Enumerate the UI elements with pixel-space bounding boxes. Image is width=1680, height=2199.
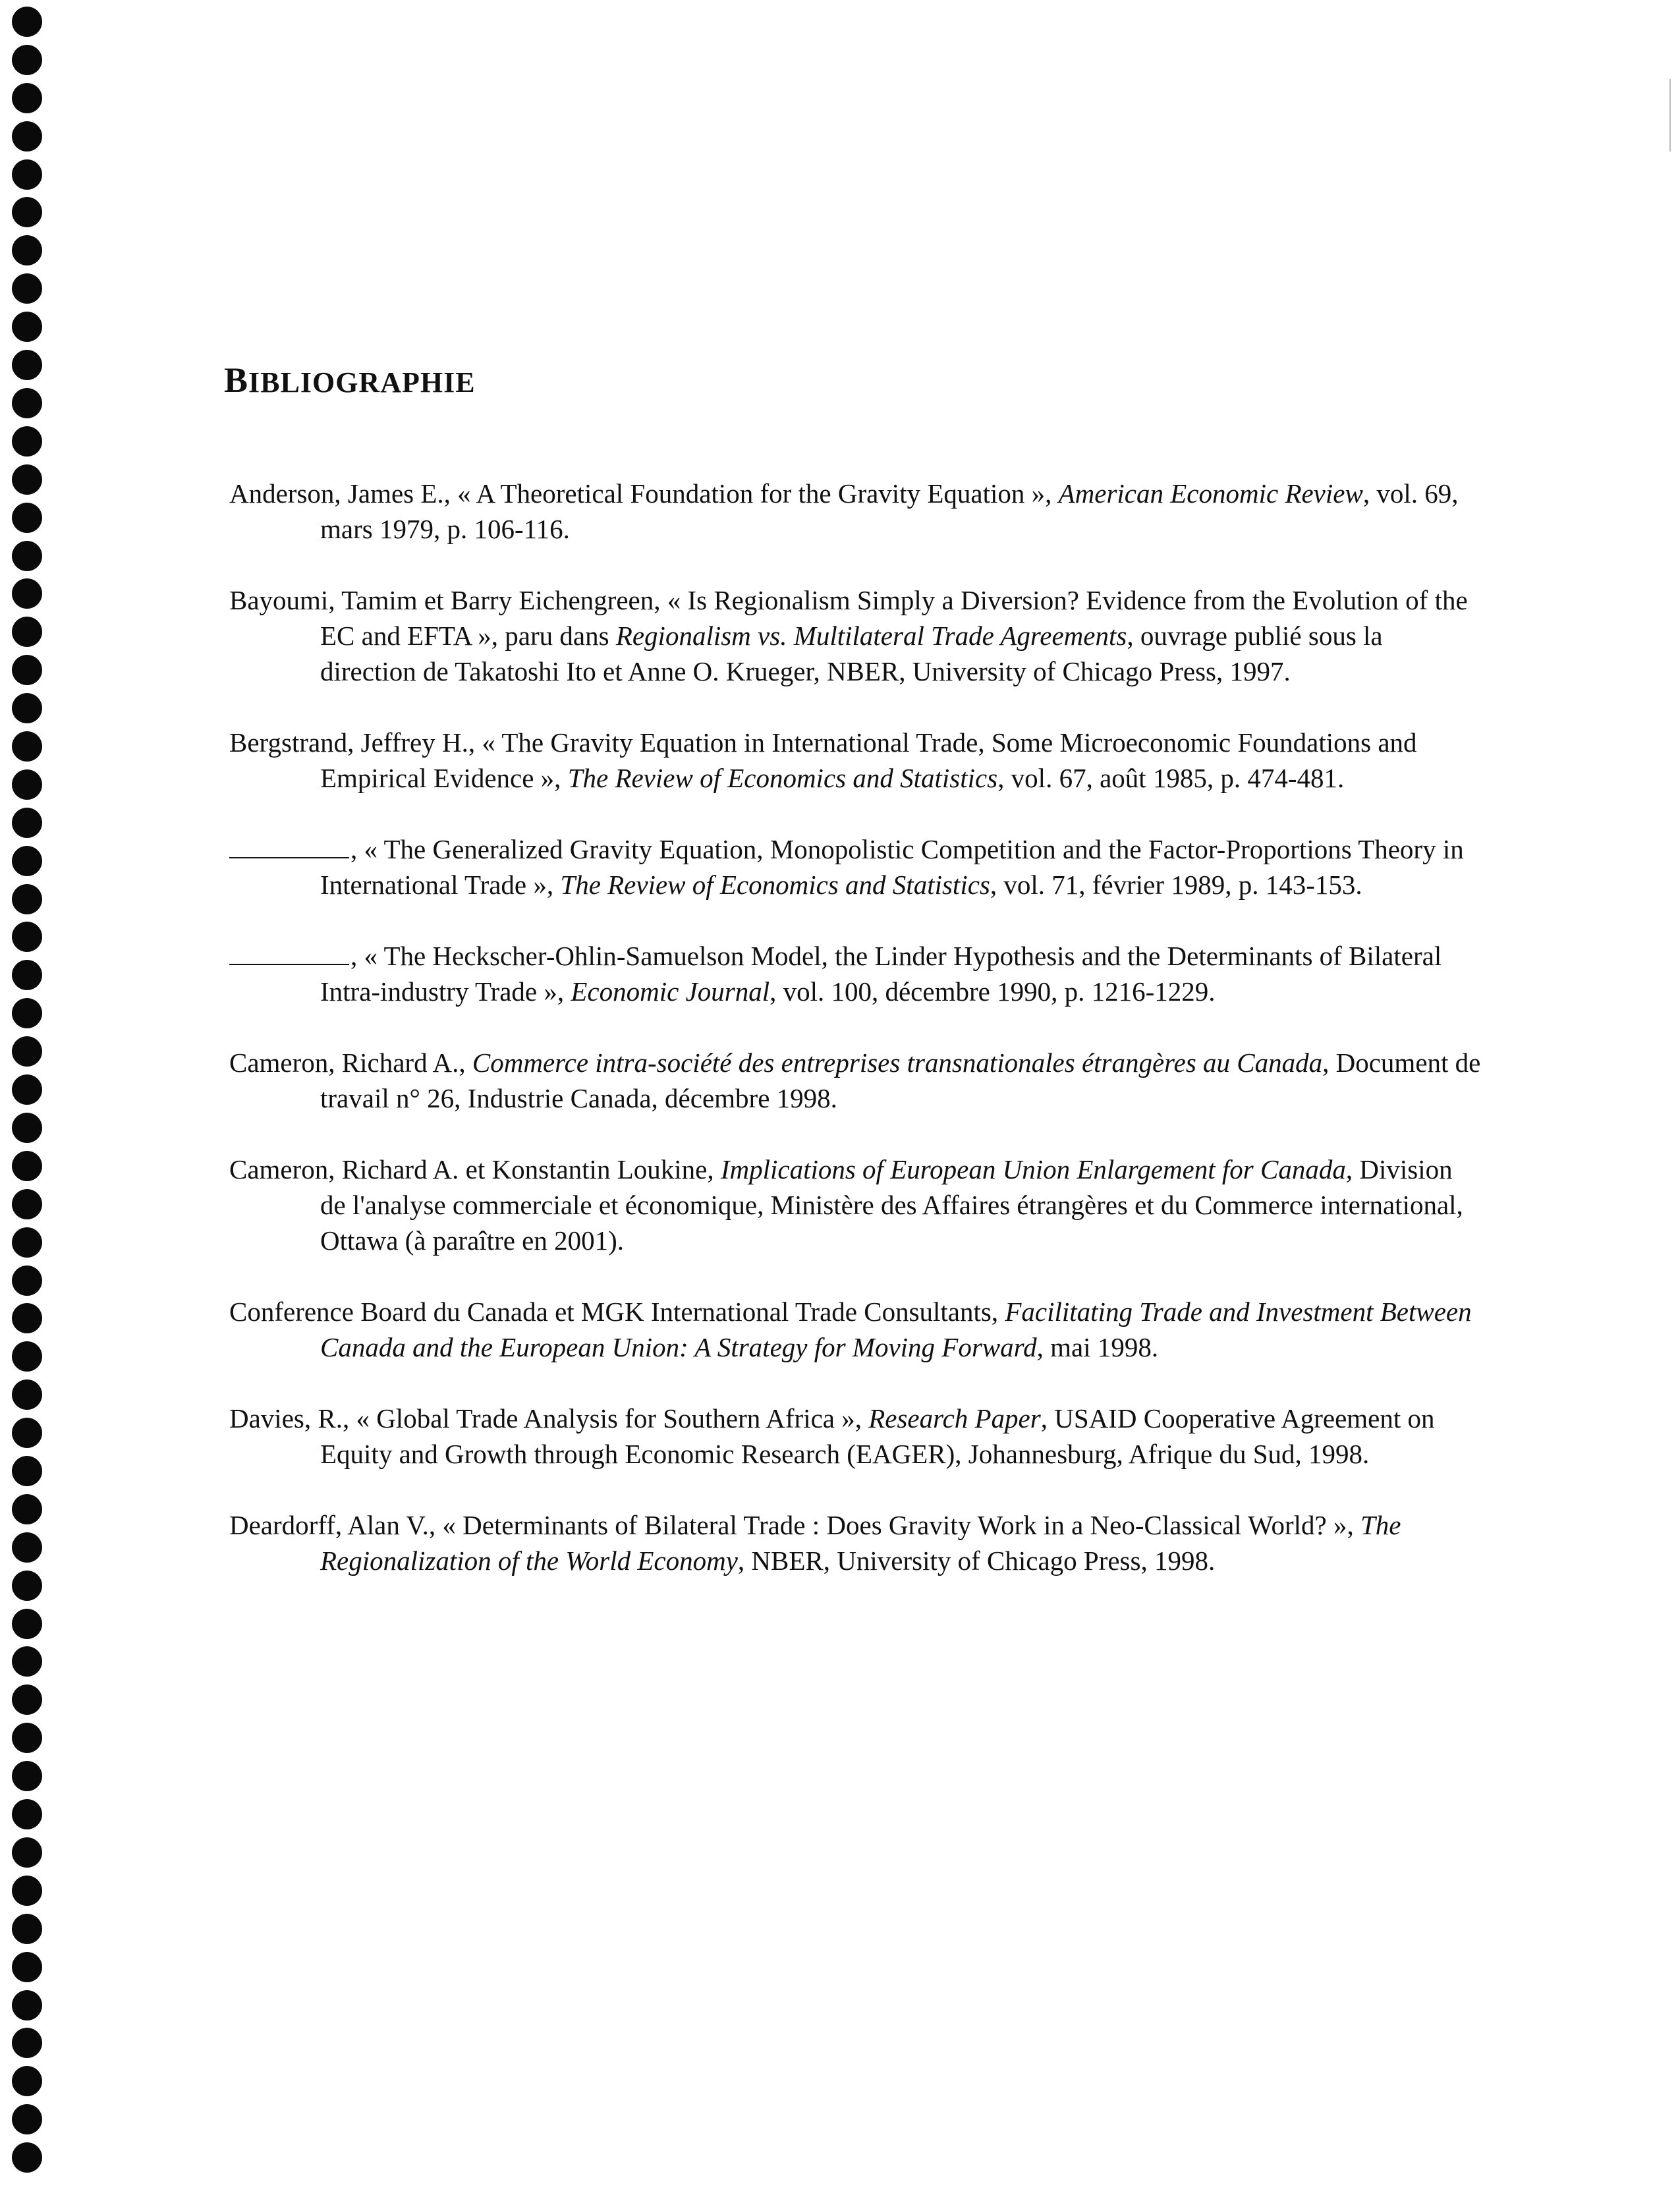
punch-hole-icon bbox=[12, 159, 42, 190]
punch-hole-icon bbox=[12, 1036, 42, 1067]
punch-hole-icon bbox=[12, 1494, 42, 1524]
punch-hole-icon bbox=[12, 2142, 42, 2173]
punch-hole-icon bbox=[12, 235, 42, 265]
bibliography-entry bbox=[229, 1294, 1481, 1365]
punch-hole-icon bbox=[12, 1952, 42, 1982]
entry-text: , ouvrage publié sous la direction de Takatoshi Ito et Anne O. Krueger, NBER, University of Chicago Press, 1997. bbox=[320, 621, 1383, 686]
punch-hole-icon bbox=[12, 808, 42, 838]
punch-hole-icon bbox=[12, 655, 42, 685]
punch-hole-icon bbox=[12, 45, 42, 75]
punch-hole-icon bbox=[12, 1303, 42, 1333]
punch-hole-icon bbox=[12, 1379, 42, 1410]
punch-hole-icon bbox=[12, 1571, 42, 1601]
binding-punch-holes bbox=[5, 7, 51, 2194]
entry-title-italic: Implications of European Union Enlargement for Canada bbox=[720, 1154, 1346, 1184]
punch-hole-icon bbox=[12, 312, 42, 342]
entry-title-italic: Economic Journal bbox=[571, 976, 770, 1007]
punch-hole-icon bbox=[12, 83, 42, 113]
entry-title-italic: The Review of Economics and Statistics bbox=[560, 870, 990, 900]
same-author-rule bbox=[229, 939, 349, 965]
entry-title-italic: The Regionalization of the World Economy bbox=[320, 1510, 1401, 1576]
bibliography-entry bbox=[229, 582, 1481, 689]
entry-text: , vol. 67, août 1985, p. 474-481. bbox=[997, 763, 1345, 793]
entry-title-italic: Regionalism vs. Multilateral Trade Agreements bbox=[615, 621, 1127, 651]
margin-scan-mark bbox=[1669, 79, 1671, 152]
punch-hole-icon bbox=[12, 2066, 42, 2096]
entry-text: , « The Generalized Gravity Equation, Monopolistic Competition and the Factor-Proportions Theory in International Trade », bbox=[320, 834, 1464, 900]
punch-hole-icon bbox=[12, 769, 42, 800]
punch-hole-icon bbox=[12, 1723, 42, 1753]
punch-hole-icon bbox=[12, 1684, 42, 1715]
punch-hole-icon bbox=[12, 1189, 42, 1219]
punch-hole-icon bbox=[12, 1532, 42, 1563]
entry-text: Bergstrand, Jeffrey H., « The Gravity Equation in International Trade, Some Microeconomic Foundations and Empirical Evidence », bbox=[229, 727, 1417, 793]
bibliography-entry bbox=[229, 1401, 1481, 1472]
entry-text: , mai 1998. bbox=[1036, 1332, 1159, 1362]
punch-hole-icon bbox=[12, 1914, 42, 1944]
punch-hole-icon bbox=[12, 1837, 42, 1868]
entry-text: Conference Board du Canada et MGK International Trade Consultants, bbox=[229, 1296, 1005, 1327]
entry-text: , vol. 71, février 1989, p. 143-153. bbox=[990, 870, 1362, 900]
punch-hole-icon bbox=[12, 7, 42, 37]
punch-hole-icon bbox=[12, 1418, 42, 1448]
bibliography-entry bbox=[229, 938, 1481, 1009]
punch-hole-icon bbox=[12, 426, 42, 457]
page-title: BIBLIOGRAPHIE bbox=[224, 360, 476, 400]
punch-hole-icon bbox=[12, 846, 42, 876]
punch-hole-icon bbox=[12, 731, 42, 762]
punch-hole-icon bbox=[12, 2028, 42, 2058]
punch-hole-icon bbox=[12, 617, 42, 647]
entry-text: Davies, R., « Global Trade Analysis for Southern Africa », bbox=[229, 1403, 869, 1434]
punch-hole-icon bbox=[12, 503, 42, 533]
bibliography-list bbox=[229, 476, 1481, 1614]
punch-hole-icon bbox=[12, 2104, 42, 2134]
entry-text: , Document de travail n° 26, Industrie Canada, décembre 1998. bbox=[320, 1047, 1481, 1113]
entry-title-italic: American Economic Review bbox=[1058, 478, 1363, 509]
punch-hole-icon bbox=[12, 1646, 42, 1677]
bibliography-entry bbox=[229, 1507, 1481, 1578]
punch-hole-icon bbox=[12, 1876, 42, 1906]
entry-text: Deardorff, Alan V., « Determinants of Bilateral Trade : Does Gravity Work in a Neo-Classical World? », bbox=[229, 1510, 1360, 1540]
entry-text: , vol. 69, mars 1979, p. 106-116. bbox=[320, 478, 1459, 544]
entry-text: , « The Heckscher-Ohlin-Samuelson Model, the Linder Hypothesis and the Determinants of Bilateral Intra-industry Trade », bbox=[320, 941, 1442, 1007]
same-author-rule bbox=[229, 832, 349, 858]
entry-text: , NBER, University of Chicago Press, 1998. bbox=[737, 1545, 1216, 1576]
punch-hole-icon bbox=[12, 922, 42, 952]
bibliography-entry bbox=[229, 831, 1481, 903]
entry-title-italic: The Review of Economics and Statistics bbox=[567, 763, 998, 793]
punch-hole-icon bbox=[12, 1151, 42, 1181]
punch-hole-icon bbox=[12, 541, 42, 571]
punch-hole-icon bbox=[12, 1341, 42, 1372]
entry-title-italic: Facilitating Trade and Investment Between Canada and the European Union: A Strategy for Moving Forward bbox=[320, 1296, 1472, 1362]
punch-hole-icon bbox=[12, 197, 42, 227]
entry-title-italic: Commerce intra-société des entreprises transnationales étrangères au Canada bbox=[472, 1047, 1323, 1078]
punch-hole-icon bbox=[12, 1113, 42, 1143]
bibliography-entry bbox=[229, 1152, 1481, 1258]
entry-text: Cameron, Richard A., bbox=[229, 1047, 472, 1078]
bibliography-entry bbox=[229, 476, 1481, 547]
punch-hole-icon bbox=[12, 693, 42, 723]
punch-hole-icon bbox=[12, 464, 42, 495]
punch-hole-icon bbox=[12, 578, 42, 609]
entry-text: , vol. 100, décembre 1990, p. 1216-1229. bbox=[770, 976, 1216, 1007]
entry-title-italic: Research Paper bbox=[868, 1403, 1041, 1434]
bibliography-entry bbox=[229, 725, 1481, 796]
entry-text: Cameron, Richard A. et Konstantin Loukine, bbox=[229, 1154, 721, 1184]
entry-text: , Division de l'analyse commerciale et économique, Ministère des Affaires étrangères et du Commerce international, Ottawa (à paraître en 2001). bbox=[320, 1154, 1463, 1256]
punch-hole-icon bbox=[12, 1761, 42, 1791]
entry-text: Anderson, James E., « A Theoretical Foundation for the Gravity Equation », bbox=[229, 478, 1059, 509]
punch-hole-icon bbox=[12, 884, 42, 914]
punch-hole-icon bbox=[12, 350, 42, 380]
punch-hole-icon bbox=[12, 1266, 42, 1296]
punch-hole-icon bbox=[12, 121, 42, 152]
punch-hole-icon bbox=[12, 1227, 42, 1258]
entry-text: , USAID Cooperative Agreement on Equity and Growth through Economic Research (EAGER), Johannesburg, Afrique du Sud, 1998. bbox=[320, 1403, 1435, 1469]
punch-hole-icon bbox=[12, 273, 42, 304]
punch-hole-icon bbox=[12, 1990, 42, 2020]
entry-text: Bayoumi, Tamim et Barry Eichengreen, « Is Regionalism Simply a Diversion? Evidence from the Evolution of the EC and EFTA », paru dans bbox=[229, 585, 1468, 651]
punch-hole-icon bbox=[12, 1609, 42, 1639]
punch-hole-icon bbox=[12, 1799, 42, 1829]
bibliography-entry bbox=[229, 1045, 1481, 1116]
punch-hole-icon bbox=[12, 388, 42, 418]
punch-hole-icon bbox=[12, 998, 42, 1028]
punch-hole-icon bbox=[12, 960, 42, 990]
punch-hole-icon bbox=[12, 1456, 42, 1486]
punch-hole-icon bbox=[12, 1074, 42, 1105]
